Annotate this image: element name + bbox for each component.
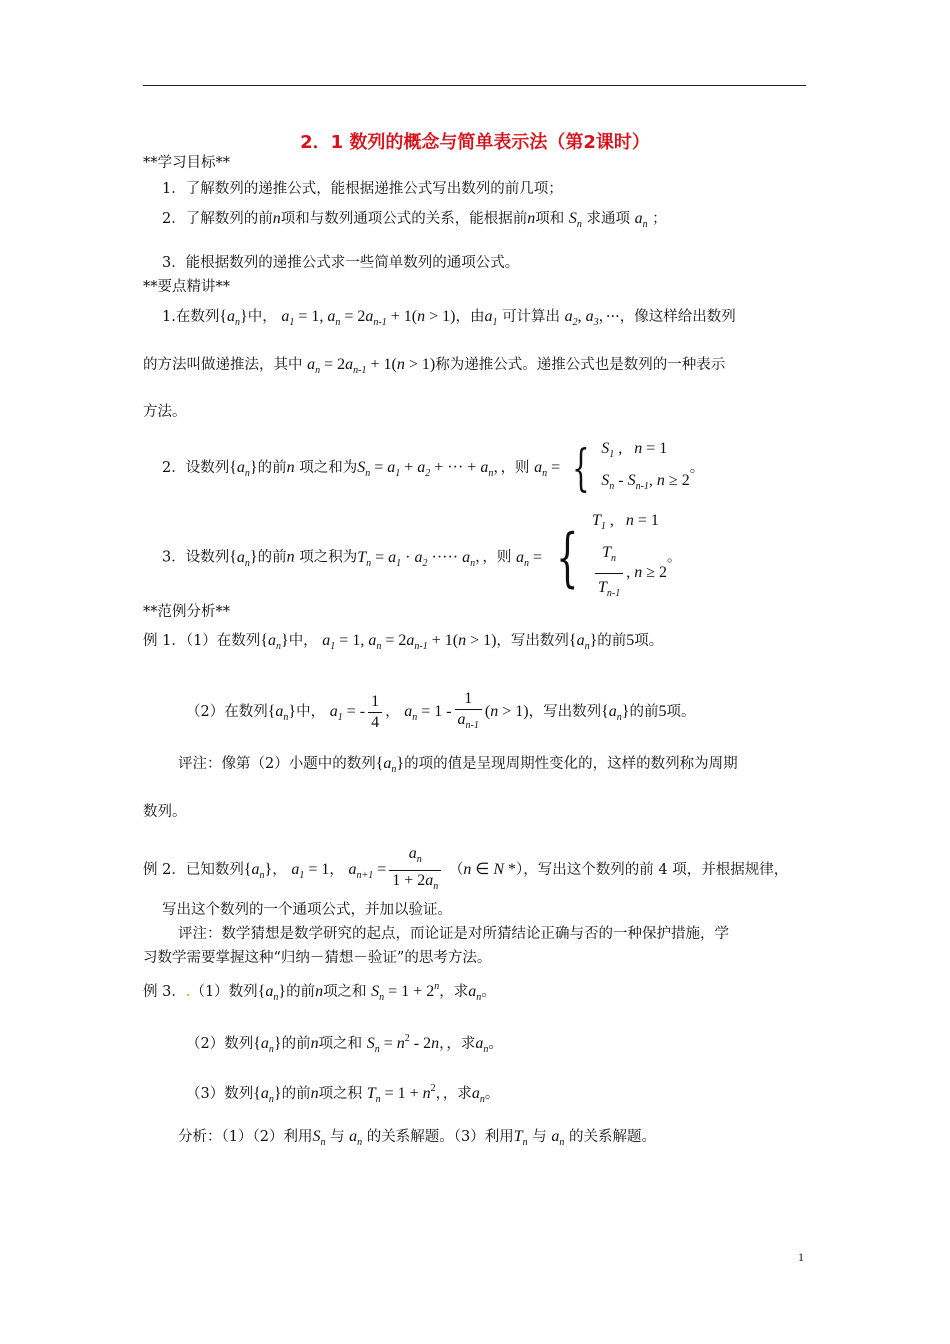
- header-rule: [143, 85, 806, 86]
- goal-2: 2．了解数列的前n项和与数列通项公式的关系，能根据前n项和 $S_n$ 求通项 $a_n$ ；: [162, 210, 667, 230]
- example-1-part-2: （2）在数列$\{a_n\}$中， $a_1$ = - $\frac{1}{4}$ ， $a_n = 1$ - $\frac{1}{a_{n-1}}$ (n > 1)，写出数列$\{a_n\}$的前5项。: [186, 690, 696, 731]
- example-3-part-3: （3）数列$\{a_n\}$的前n项之积 $T_n = 1 + n^2$，，求$a_n$。: [186, 1083, 500, 1105]
- page-title: 2．1 数列的概念与简单表示法（第2课时）: [300, 132, 650, 153]
- example-2-line-2: 写出这个数列的一个通项公式，并加以验证。: [162, 902, 452, 918]
- example-2-note-2: 习数学需要掌握这种“归纳－猜想－验证”的思考方法。: [143, 950, 492, 966]
- goal-1: 1．了解数列的递推公式，能根据递推公式写出数列的前几项；: [162, 181, 563, 197]
- example-3-analysis: 分析：（1）（2）利用$S_n$ 与 $a_n$ 的关系解题。（3）利用$T_n$ 与 $a_n$ 的关系解题。: [178, 1128, 656, 1148]
- example-2-note-1: 评注：数学猜想是数学研究的起点，而论证是对所猜结论正确与否的一种保护措施，学: [178, 926, 729, 942]
- key-point-1-line-1: 1.在数列$\{a_n\}$中， $a_1 = 1$, $a_n = 2a_{n-1} + 1(n > 1)$，由$a_1$ 可计算出 $a_2$, $a_3$，···，像这样给出数列: [162, 308, 736, 328]
- key-point-1-line-3: 方法。: [143, 404, 187, 420]
- key-point-3: 3．设数列$\{a_n\}$的前n 项之积为$T_n = a_1 \cdot a_2$ ····· $a_n$，，则 $a_n$ = { $T_1$ , n = 1 $\frac{T_n}{T_{n-1}}$ , n ≥ 2 。: [162, 512, 682, 599]
- heading-goals: **学习目标**: [143, 155, 230, 171]
- key-point-1-line-2: 的方法叫做递推法，其中 $a_n = 2a_{n-1} + 1(n > 1)$称为递推公式。递推公式也是数列的一种表示: [143, 356, 726, 376]
- example-1-part-1: 例 1．（1）在数列$\{a_n\}$中， $a_1 = 1$, $a_n = 2a_{n-1} + 1(n > 1)$，写出数列$\{a_n\}$的前5项。: [143, 632, 664, 652]
- page-number: 1: [798, 1250, 804, 1264]
- example-3-part-2: （2）数列$\{a_n\}$的前n项之和 $S_n = n^2 - 2n$，，求$a_n$。: [186, 1033, 503, 1055]
- example-2: 例 2．已知数列$\{a_n\}$， $a_1 = 1$， $a_{n+1}$ = $\frac{a_n}{1 + 2a_n}$ （n ∈ N *），写出这个数列的前 4 项，并根据规律，: [143, 845, 789, 892]
- goal-3: 3．能根据数列的递推公式求一些简单数列的通项公式。: [162, 255, 520, 271]
- example-3-part-1: 例 3．.（1）数列$\{a_n\}$的前n项之和 $S_n = 1 + 2^n$，求$a_n$。: [143, 981, 496, 1003]
- example-1-note: 评注：像第（2）小题中的数列$\{a_n\}$的项的值是呈现周期性变化的，这样的数列称为周期: [178, 755, 738, 775]
- heading-key-points: **要点精讲**: [143, 279, 230, 295]
- example-1-note-end: 数列。: [143, 804, 187, 820]
- key-point-2: 2．设数列$\{a_n\}$的前n 项之和为$S_n = a_1 + a_2$ + ··· + $a_n$，，则 $a_n$ = { $S_1$ , n = 1 $S_n - S_{n-1}$, n ≥ 2 。: [162, 439, 705, 497]
- heading-examples: **范例分析**: [143, 604, 230, 620]
